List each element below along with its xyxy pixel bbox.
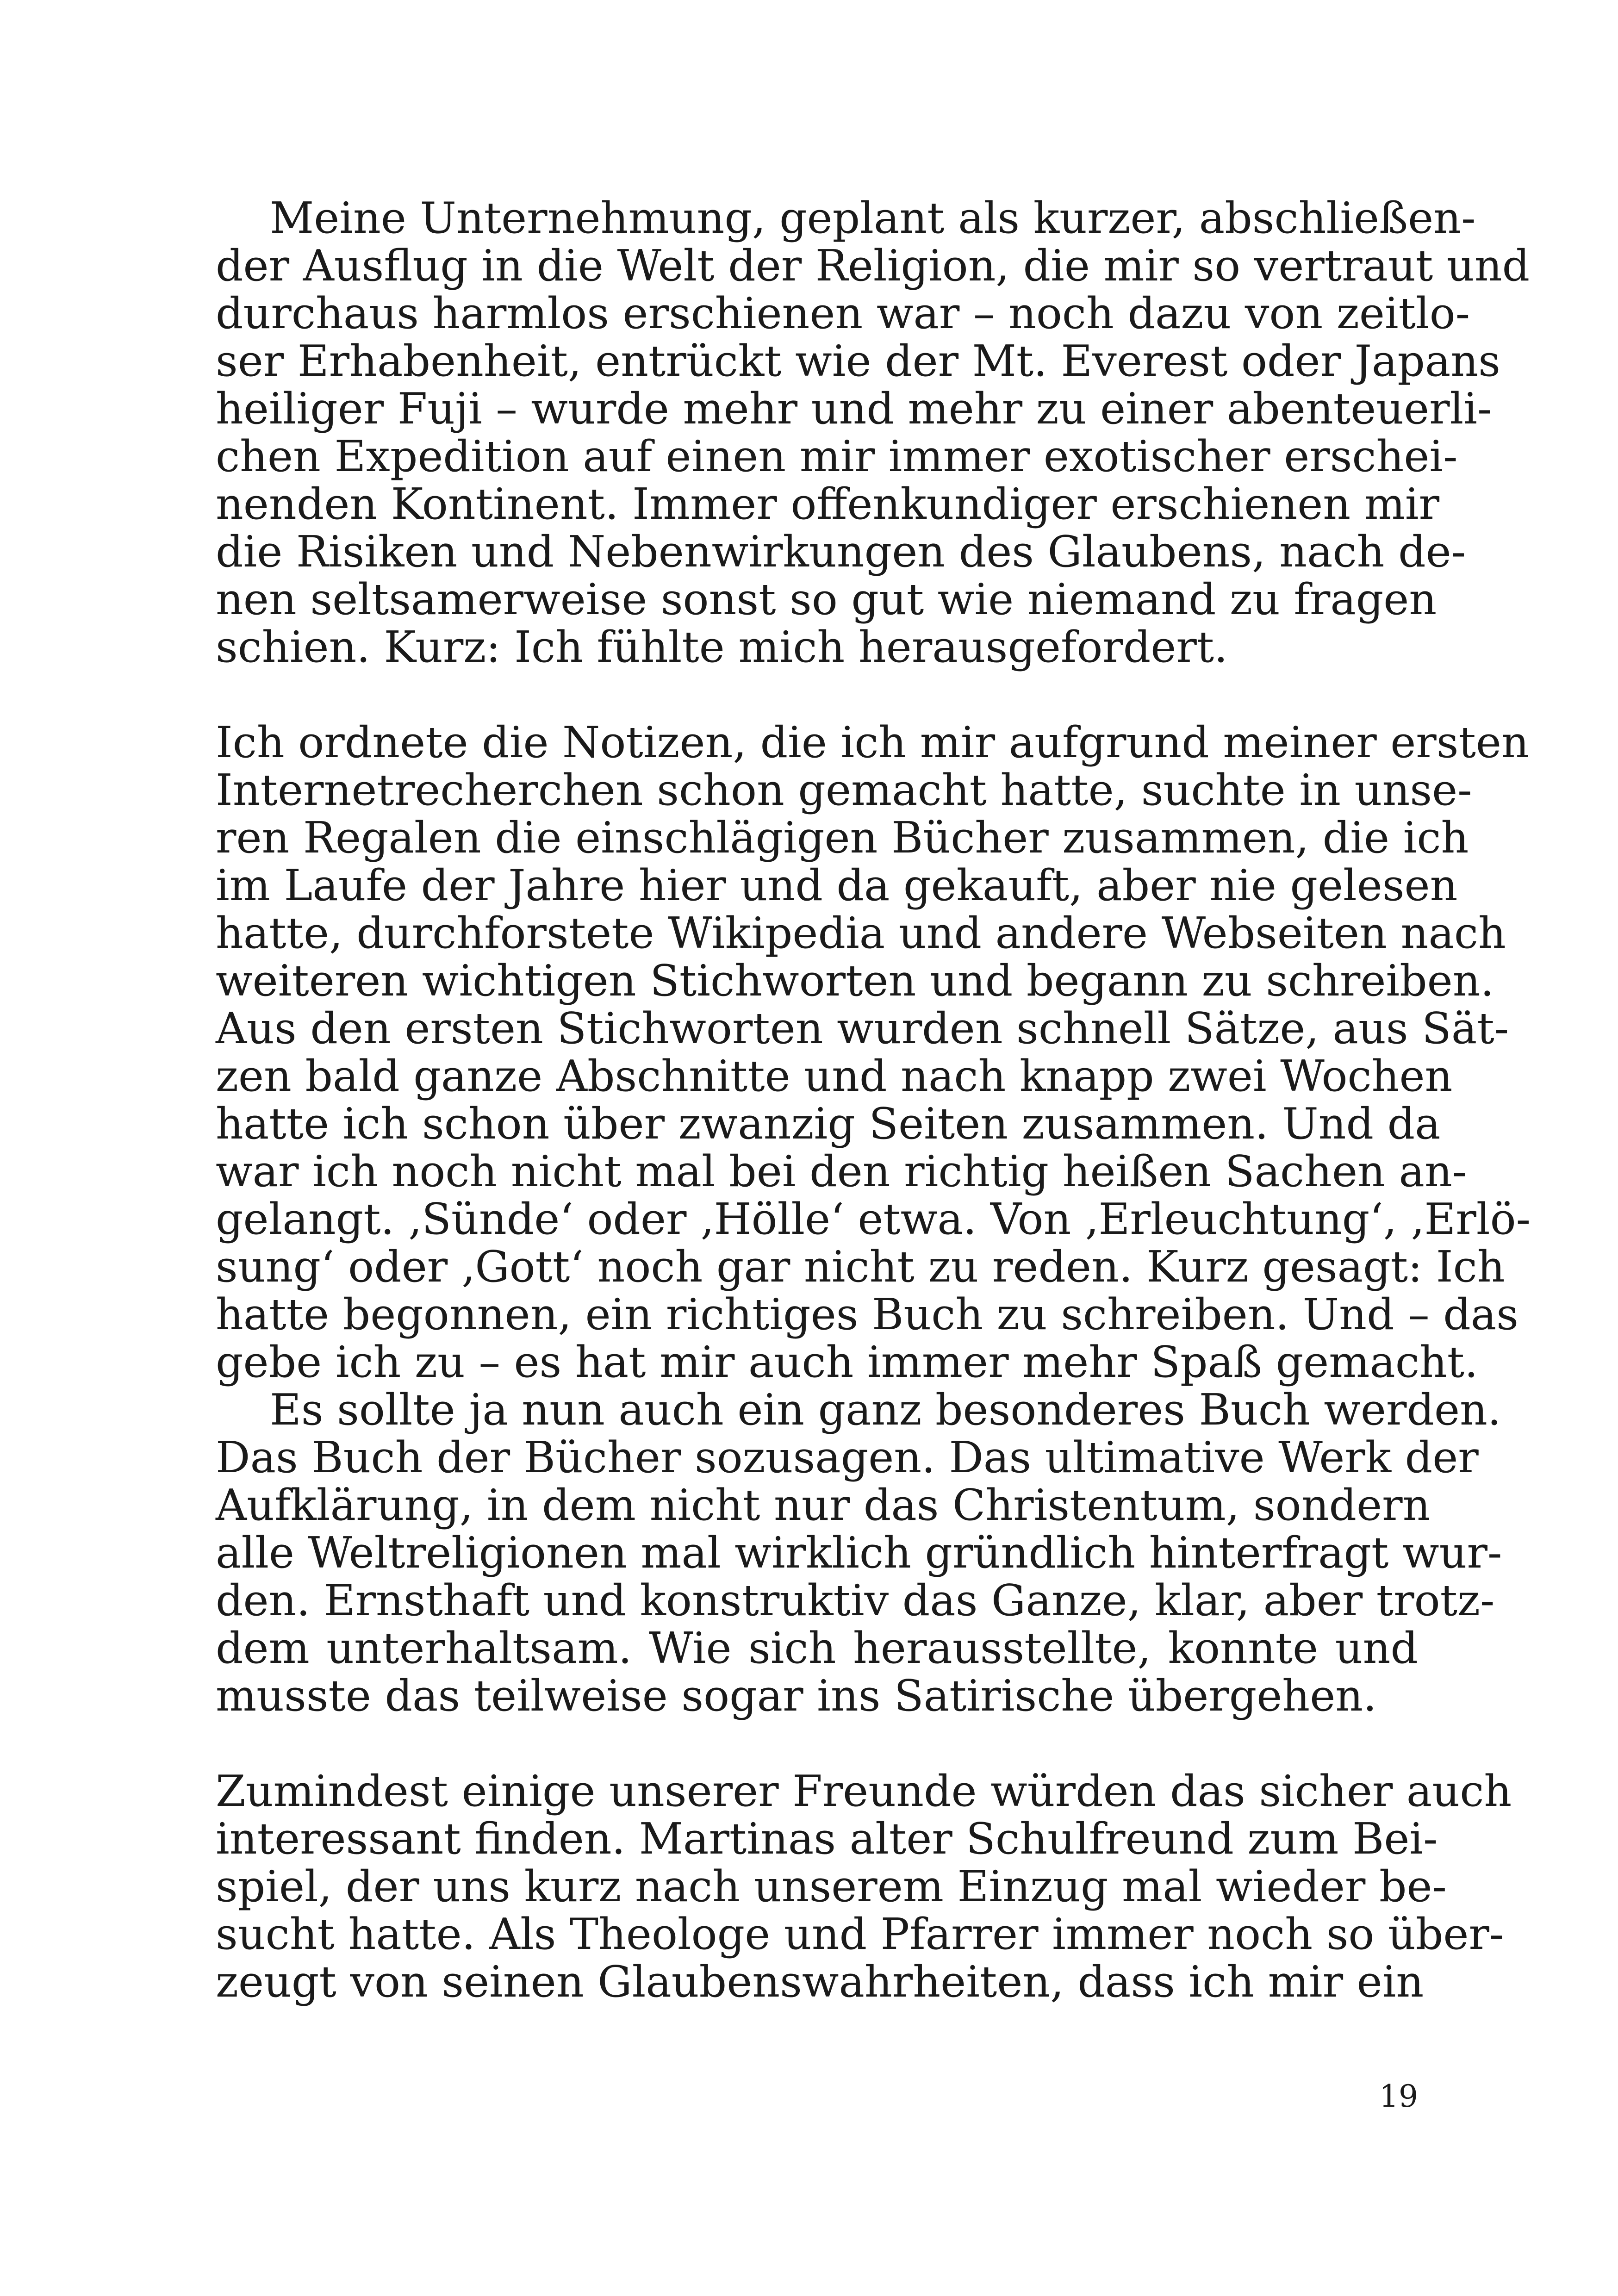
text-line: zen bald ganze Abschnitte und nach knapp zwei Wochen [216, 1051, 1453, 1101]
text-line: gelangt. ‚Sünde‘ oder ‚Hölle‘ etwa. Von ‚Erleuchtung‘, ‚Erlö- [216, 1194, 1531, 1244]
text-line: sucht hatte. Als Theologe und Pfarrer immer noch so über- [216, 1909, 1504, 1959]
text-line: spiel, der uns kurz nach unserem Einzug mal wieder be- [216, 1861, 1447, 1911]
text-line: durchaus harmlos erschienen war – noch dazu von zeitlo- [216, 288, 1470, 338]
text-line: im Laufe der Jahre hier und da gekauft, aber nie gelesen [216, 860, 1458, 910]
text-line: hatte ich schon über zwanzig Seiten zusammen. Und da [216, 1099, 1441, 1149]
text-line: sung‘ oder ‚Gott‘ noch gar nicht zu reden. Kurz gesagt: Ich [216, 1242, 1505, 1292]
text-line: den. Ernsthaft und konstruktiv das Ganze, klar, aber trotz- [216, 1575, 1495, 1625]
text-line: weiteren wichtigen Stichworten und begann zu schreiben. [216, 956, 1494, 1006]
paragraph-4 [216, 1766, 1512, 2007]
text-line: hatte, durchforstete Wikipedia und andere Webseiten nach [216, 908, 1506, 958]
text-line: war ich noch nicht mal bei den richtig heißen Sachen an- [216, 1146, 1467, 1196]
text-line: der Ausflug in die Welt der Religion, die mir so vertraut und [216, 241, 1530, 291]
paragraph-2 [216, 717, 1531, 1387]
text-line: Aufklärung, in dem nicht nur das Christentum, sondern [216, 1480, 1431, 1530]
text-line: Es sollte ja nun auch ein ganz besonderes Buch werden. [270, 1385, 1501, 1435]
text-line: Das Buch der Bücher sozusagen. Das ultimative Werk der [216, 1432, 1479, 1482]
text-line: Aus den ersten Stichworten wurden schnell Sätze, aus Sät- [216, 1003, 1509, 1053]
text-line: schien. Kurz: Ich fühlte mich herausgefordert. [216, 622, 1228, 672]
text-line: alle Weltreligionen mal wirklich gründlich hinterfragt wur- [216, 1528, 1502, 1578]
text-line: Internetrecherchen schon gemacht hatte, suchte in unse- [216, 765, 1472, 815]
paragraph-1 [216, 193, 1530, 672]
text-line: Ich ordnete die Notizen, die ich mir aufgrund meiner ersten [216, 717, 1529, 767]
text-line: ser Erhabenheit, entrückt wie der Mt. Everest oder Japans [216, 336, 1500, 386]
text-line: dem unterhaltsam. Wie sich herausstellte, konnte und [216, 1623, 1418, 1673]
text-line: nen seltsamerweise sonst so gut wie niemand zu fragen [216, 574, 1437, 624]
text-line: ren Regalen die einschlägigen Bücher zusammen, die ich [216, 813, 1469, 863]
text-line: gebe ich zu – es hat mir auch immer mehr Spaß gemacht. [216, 1337, 1478, 1387]
text-line: nenden Kontinent. Immer offenkundiger erschienen mir [216, 479, 1440, 529]
body-text [216, 193, 1531, 2007]
text-line: heiliger Fuji – wurde mehr und mehr zu einer abenteuerli- [216, 384, 1492, 434]
text-line: Meine Unternehmung, geplant als kurzer, abschließen- [270, 193, 1476, 243]
text-line: die Risiken und Nebenwirkungen des Glaubens, nach de- [216, 527, 1466, 577]
text-line: Zumindest einige unserer Freunde würden das sicher auch [216, 1766, 1512, 1816]
text-line: chen Expedition auf einen mir immer exotischer erschei- [216, 431, 1458, 481]
page-number: 19 [1379, 2078, 1418, 2114]
text-line: musste das teilweise sogar ins Satirische übergehen. [216, 1671, 1377, 1721]
text-line: zeugt von seinen Glaubenswahrheiten, dass ich mir ein [216, 1957, 1424, 2007]
text-line: interessant finden. Martinas alter Schulfreund zum Bei- [216, 1814, 1438, 1864]
paragraph-3 [216, 1385, 1502, 1721]
text-line: hatte begonnen, ein richtiges Buch zu schreiben. Und – das [216, 1289, 1518, 1339]
